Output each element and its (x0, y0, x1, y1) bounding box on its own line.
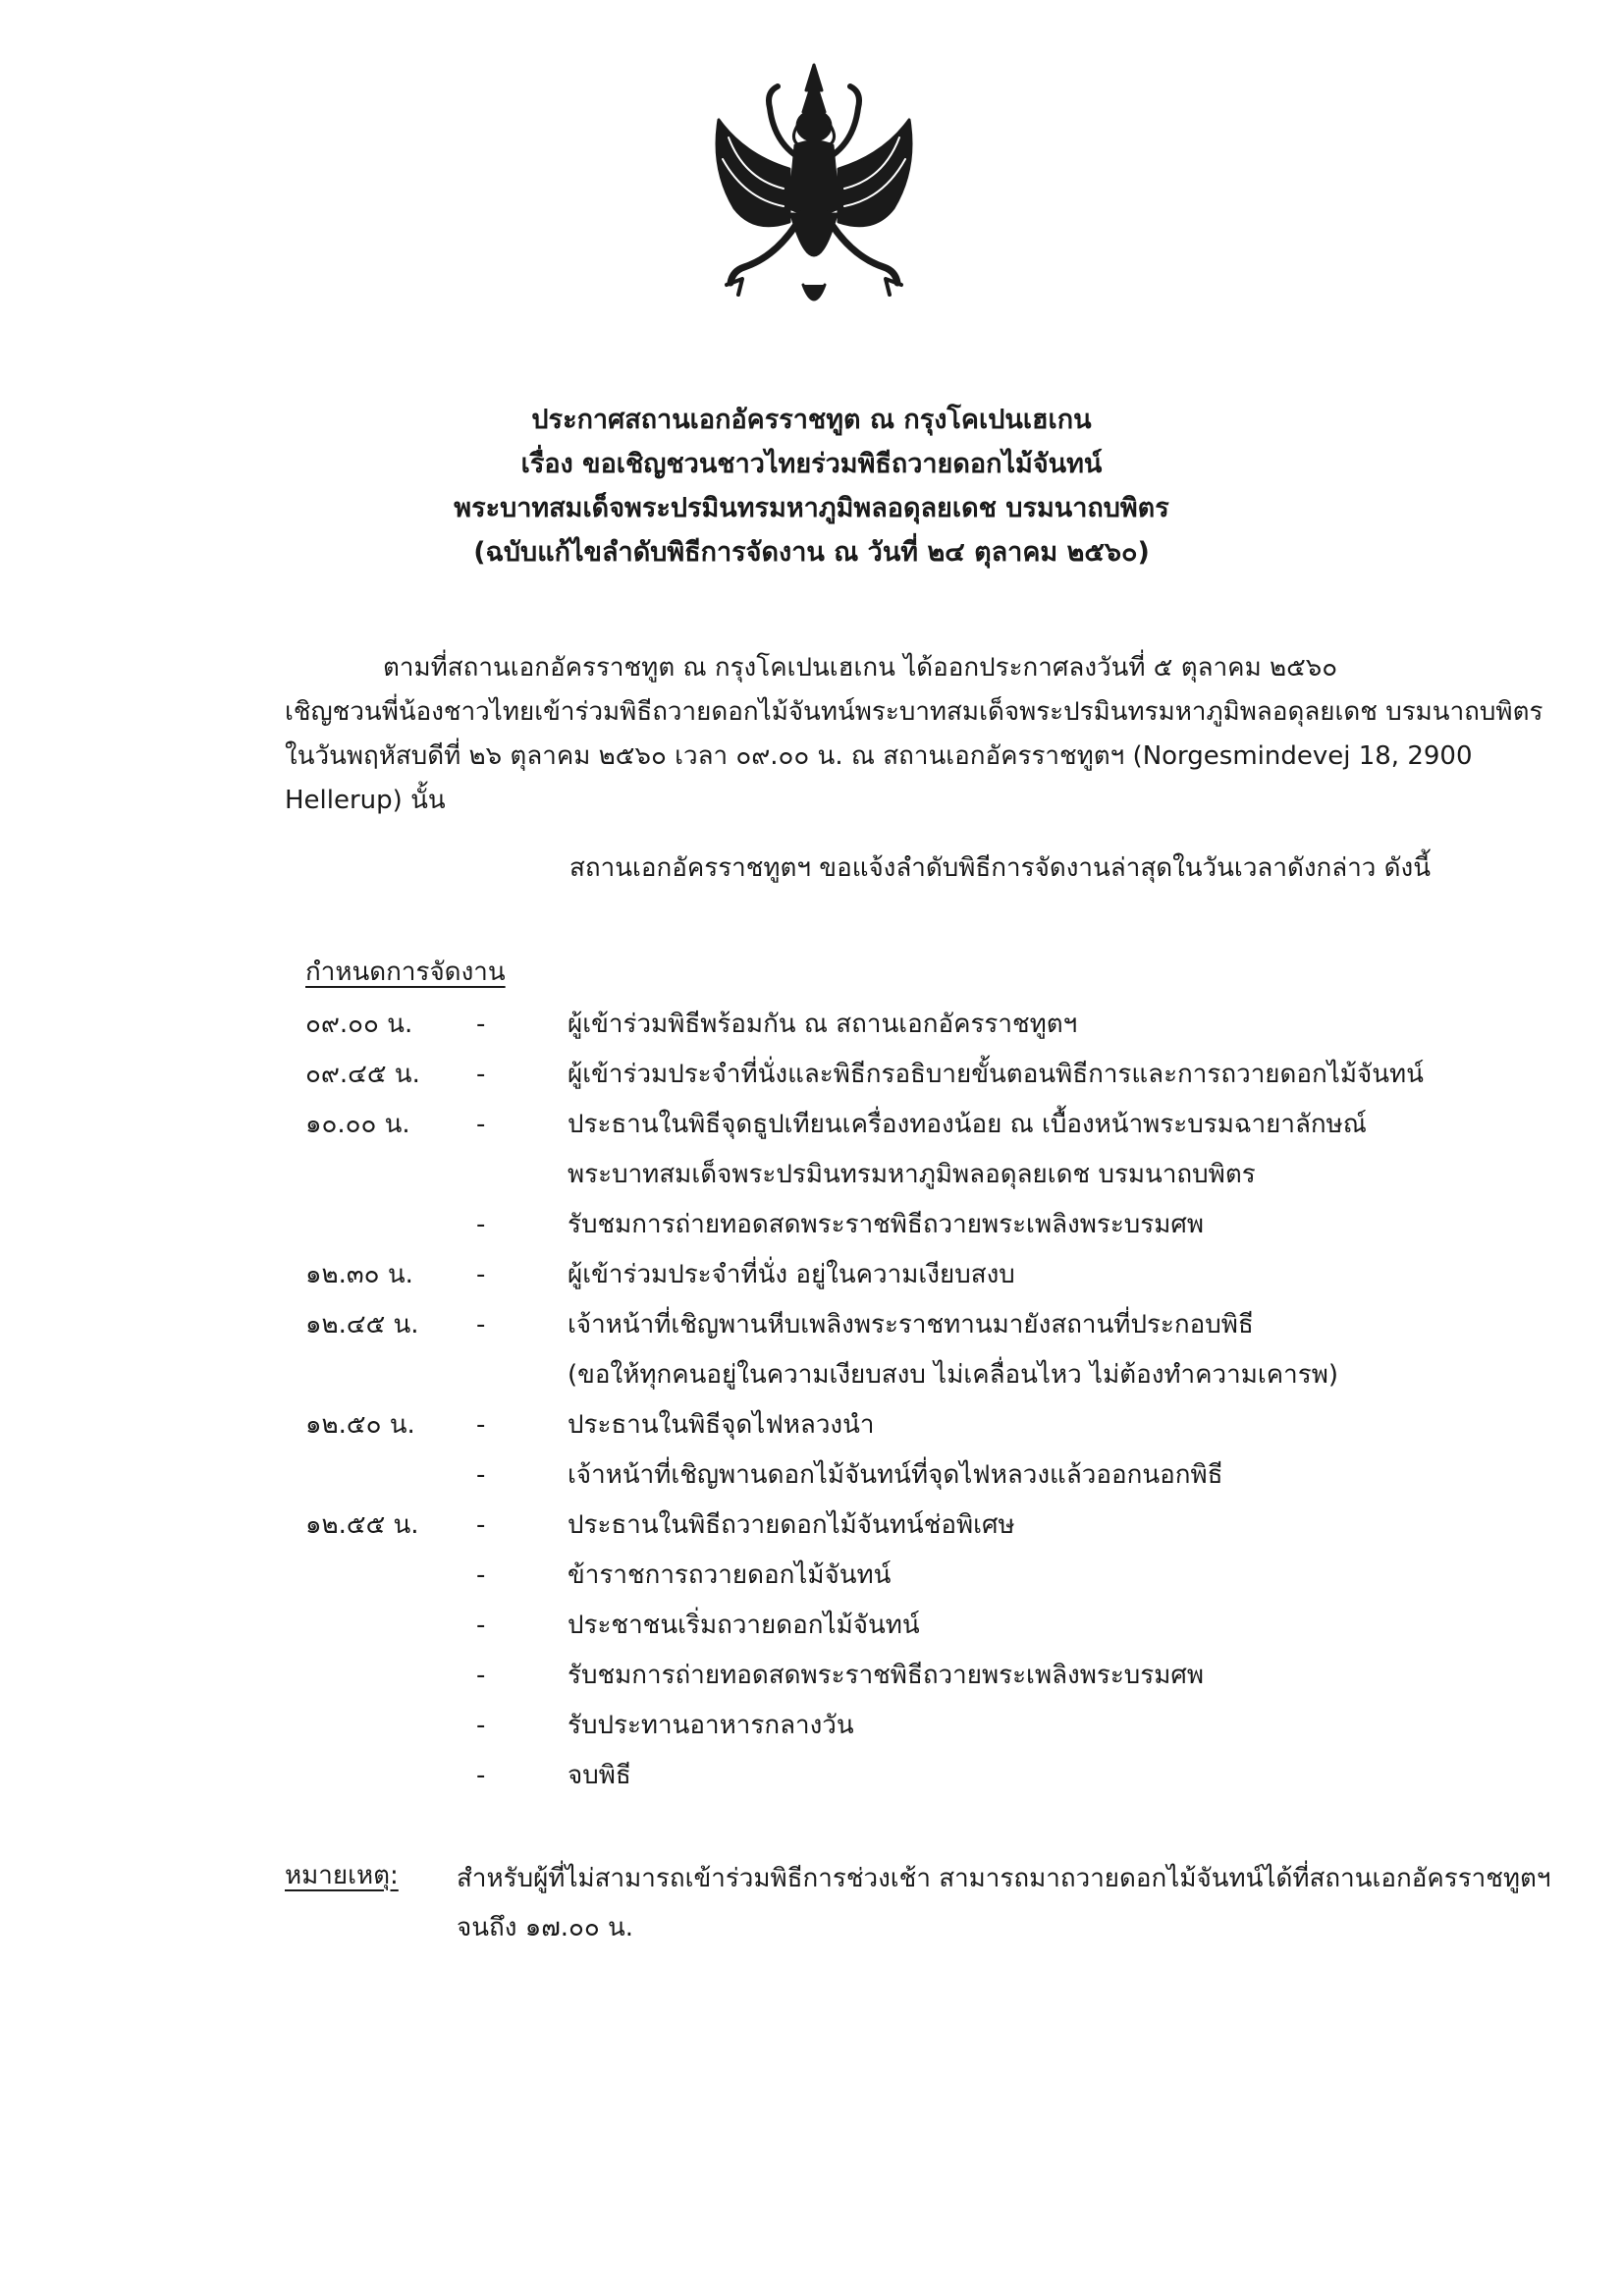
schedule-list (0, 1000, 1623, 1801)
schedule-row (0, 1200, 1623, 1250)
schedule-dash: - (476, 1260, 486, 1289)
schedule-dash: - (476, 1410, 486, 1440)
announcement-title (196, 398, 1427, 574)
title-line: (ฉบับแก้ไขลำดับพิธีการจัดงาน ณ วันที่ ๒๔ ตุลาคม ๒๕๖๐) (473, 537, 1150, 568)
intro-line: Hellerup) นั้น (285, 786, 446, 815)
schedule-row (0, 1300, 1623, 1350)
schedule-text: รับชมการถ่ายทอดสดพระราชพิธีถวายพระเพลิงพระบรมศพ (568, 1210, 1205, 1239)
schedule-time: ๑๒.๔๕ น. (305, 1310, 419, 1339)
schedule-time: ๑๒.๕๕ น. (305, 1510, 419, 1540)
schedule-heading: กำหนดการจัดงาน (305, 957, 506, 987)
schedule-row (0, 1501, 1623, 1551)
schedule-time: ๑๒.๓๐ น. (305, 1260, 413, 1289)
schedule-text: เจ้าหน้าที่เชิญพานหีบเพลิงพระราชทานมายังสถานที่ประกอบพิธี (568, 1310, 1254, 1339)
schedule-row (0, 1651, 1623, 1701)
schedule-dash: - (476, 1060, 486, 1089)
schedule-dash: - (476, 1510, 486, 1540)
schedule-row (0, 1250, 1623, 1300)
intro-line: ในวันพฤหัสบดีที่ ๒๖ ตุลาคม ๒๕๖๐ เวลา ๐๙.๐๐ น. ณ สถานเอกอัครราชทูตฯ (Norgesmindevej 18, 2900 (285, 741, 1473, 771)
schedule-row (0, 1751, 1623, 1801)
schedule-text: รับประทานอาหารกลางวัน (568, 1711, 854, 1740)
schedule-text: ผู้เข้าร่วมประจำที่นั่ง อยู่ในความเงียบสงบ (568, 1260, 1015, 1289)
title-line: ประกาศสถานเอกอัครราชทูต ณ กรุงโคเปนเฮเกน (531, 405, 1092, 435)
schedule-text: รับชมการถ่ายทอดสดพระราชพิธีถวายพระเพลิงพระบรมศพ (568, 1661, 1205, 1690)
note-label: หมายเหตุ: (285, 1861, 399, 1890)
schedule-row (0, 1551, 1623, 1601)
schedule-dash: - (476, 1010, 486, 1039)
schedule-dash: - (476, 1110, 486, 1139)
schedule-dash: - (476, 1711, 486, 1740)
schedule-row (0, 1100, 1623, 1150)
schedule-time: ๑๐.๐๐ น. (305, 1110, 410, 1139)
schedule-dash: - (476, 1611, 486, 1640)
schedule-text: พระบาทสมเด็จพระปรมินทรมหาภูมิพลอดุลยเดช บรมนาถบพิตร (568, 1160, 1256, 1189)
schedule-text: ผู้เข้าร่วมประจำที่นั่งและพิธีกรอธิบายขั้นตอนพิธีการและการถวายดอกไม้จันทน์ (568, 1060, 1424, 1089)
note-text (457, 1854, 1551, 1952)
schedule-text: ประชาชนเริ่มถวายดอกไม้จันทน์ (568, 1611, 920, 1640)
schedule-dash: - (476, 1310, 486, 1339)
schedule-row (0, 1050, 1623, 1100)
schedule-row (0, 1601, 1623, 1651)
schedule-text: เจ้าหน้าที่เชิญพานดอกไม้จันทน์ที่จุดไฟหลวงแล้วออกนอกพิธี (568, 1460, 1223, 1490)
schedule-text: ประธานในพิธีจุดไฟหลวงนำ (568, 1410, 875, 1440)
schedule-text: ผู้เข้าร่วมพิธีพร้อมกัน ณ สถานเอกอัครราชทูตฯ (568, 1010, 1078, 1039)
schedule-row (0, 1701, 1623, 1751)
schedule-dash: - (476, 1460, 486, 1490)
intro-line: เชิญชวนพี่น้องชาวไทยเข้าร่วมพิธีถวายดอกไม้จันทน์พระบาทสมเด็จพระปรมินทรมหาภูมิพลอดุลยเดช บรมนาถบพิตร (285, 697, 1543, 727)
schedule-time: ๑๒.๕๐ น. (305, 1410, 415, 1440)
schedule-text: ประธานในพิธีถวายดอกไม้จันทน์ช่อพิเศษ (568, 1510, 1015, 1540)
schedule-time: ๐๙.๔๕ น. (305, 1060, 420, 1089)
schedule-row (0, 1450, 1623, 1501)
schedule-time: ๐๙.๐๐ น. (305, 1010, 413, 1039)
schedule-row (0, 1350, 1623, 1400)
schedule-dash: - (476, 1661, 486, 1690)
schedule-text: ข้าราชการถวายดอกไม้จันทน์ (568, 1560, 892, 1590)
intro-second-paragraph: สถานเอกอัครราชทูตฯ ขอแจ้งลำดับพิธีการจัดงานล่าสุดในวันเวลาดังกล่าว ดังนี้ (569, 853, 1432, 883)
schedule-dash: - (476, 1560, 486, 1590)
note-line: สำหรับผู้ที่ไม่สามารถเข้าร่วมพิธีการช่วงเช้า สามารถมาถวายดอกไม้จันทน์ได้ที่สถานเอกอัครราชทูตฯ (457, 1864, 1551, 1893)
note-line: จนถึง ๑๗.๐๐ น. (457, 1913, 634, 1942)
schedule-row (0, 1000, 1623, 1050)
schedule-dash: - (476, 1210, 486, 1239)
intro-paragraph (285, 646, 1543, 823)
schedule-row (0, 1150, 1623, 1200)
schedule-text: จบพิธี (568, 1761, 631, 1790)
title-line: พระบาทสมเด็จพระปรมินทรมหาภูมิพลอดุลยเดช บรมนาถบพิตร (454, 493, 1169, 523)
garuda-emblem-icon (705, 61, 923, 318)
intro-line: ตามที่สถานเอกอัครราชทูต ณ กรุงโคเปนเฮเกน ได้ออกประกาศลงวันที่ ๕ ตุลาคม ๒๕๖๐ (383, 653, 1338, 683)
schedule-dash: - (476, 1761, 486, 1790)
schedule-text: (ขอให้ทุกคนอยู่ในความเงียบสงบ ไม่เคลื่อนไหว ไม่ต้องทำความเคารพ) (568, 1360, 1339, 1390)
title-line: เรื่อง ขอเชิญชวนชาวไทยร่วมพิธีถวายดอกไม้จันทน์ (520, 449, 1103, 479)
schedule-text: ประธานในพิธีจุดธูปเทียนเครื่องทองน้อย ณ เบื้องหน้าพระบรมฉายาลักษณ์ (568, 1110, 1367, 1139)
schedule-row (0, 1400, 1623, 1450)
